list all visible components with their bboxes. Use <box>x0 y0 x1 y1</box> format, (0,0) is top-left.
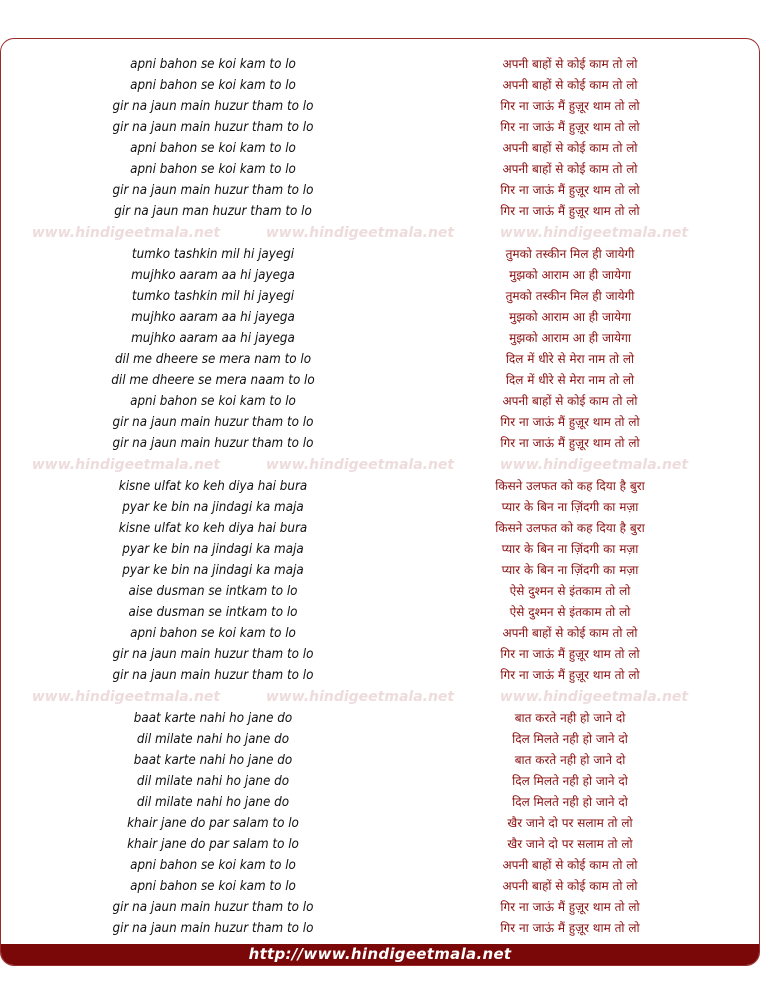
lyric-roman: kisne ulfat ko keh diya hai bura <box>118 479 308 494</box>
lyric-roman: mujhko aaram aa hi jayega <box>131 331 295 346</box>
lyric-roman: gir na jaun main huzur tham to lo <box>112 647 314 662</box>
lyric-line <box>1 771 759 792</box>
lyric-hindi: अपनी बाहों से कोई काम तो लो <box>502 141 638 155</box>
lyric-roman: apni bahon se koi kam to lo <box>130 162 296 177</box>
lyric-hindi: तुमको तस्कीन मिल ही जायेगी <box>505 289 635 303</box>
lyric-hindi: गिर ना जाऊं मैं हुज़ूर थाम तो लो <box>500 668 640 682</box>
lyric-roman: dil milate nahi ho jane do <box>136 774 290 789</box>
watermark-text: www.hindigeetmala.net <box>499 225 689 241</box>
lyric-line <box>1 159 759 180</box>
lyric-hindi: ऐसे दुश्मन से इंतकाम तो लो <box>509 584 631 598</box>
lyric-line <box>1 433 759 454</box>
lyric-roman: kisne ulfat ko keh diya hai bura <box>118 521 308 536</box>
lyric-hindi: मुझको आराम आ ही जायेगा <box>509 331 631 345</box>
lyric-line <box>1 349 759 370</box>
lyric-line <box>1 623 759 644</box>
lyric-line <box>1 75 759 96</box>
watermark-text: www.hindigeetmala.net <box>31 225 221 241</box>
lyric-roman: tumko tashkin mil hi jayegi <box>131 247 295 262</box>
lyric-hindi: किसने उलफत को कह दिया है बुरा <box>495 479 645 493</box>
lyric-roman: apni bahon se koi kam to lo <box>130 879 296 894</box>
lyric-line <box>1 54 759 75</box>
lyric-roman: pyar ke bin na jindagi ka maja <box>122 500 304 515</box>
lyric-line <box>1 265 759 286</box>
lyric-line <box>1 729 759 750</box>
lyric-hindi: गिर ना जाऊं मैं हुज़ूर थाम तो लो <box>500 900 640 914</box>
footer-bar <box>1 944 759 965</box>
lyric-hindi: अपनी बाहों से कोई काम तो लो <box>502 162 638 176</box>
lyric-line <box>1 328 759 349</box>
lyric-roman: mujhko aaram aa hi jayega <box>131 310 295 325</box>
lyric-line <box>1 370 759 391</box>
lyric-hindi: गिर ना जाऊं मैं हुज़ूर थाम तो लो <box>500 204 640 218</box>
lyric-hindi: गिर ना जाऊं मैं हुज़ूर थाम तो लो <box>500 647 640 661</box>
lyric-hindi: प्यार के बिन ना ज़िंदगी का मज़ा <box>501 500 639 514</box>
lyric-line <box>1 391 759 412</box>
lyric-line <box>1 307 759 328</box>
lyric-roman: tumko tashkin mil hi jayegi <box>131 289 295 304</box>
watermark-text: www.hindigeetmala.net <box>499 689 689 705</box>
lyric-roman: pyar ke bin na jindagi ka maja <box>122 542 304 557</box>
lyric-hindi: ऐसे दुश्मन से इंतकाम तो लो <box>509 605 631 619</box>
lyric-line <box>1 855 759 876</box>
watermark-text: www.hindigeetmala.net <box>265 225 455 241</box>
lyric-roman: gir na jaun main huzur tham to lo <box>112 436 314 451</box>
lyric-hindi: मुझको आराम आ ही जायेगा <box>509 268 631 282</box>
lyric-hindi: तुमको तस्कीन मिल ही जायेगी <box>505 247 635 261</box>
lyric-hindi: बात करते नही हो जाने दो <box>514 753 626 767</box>
lyric-hindi: खैर जाने दो पर सलाम तो लो <box>507 816 633 830</box>
lyric-line <box>1 286 759 307</box>
lyric-roman: gir na jaun main huzur tham to lo <box>112 99 314 114</box>
lyric-roman: gir na jaun main huzur tham to lo <box>112 668 314 683</box>
lyric-line <box>1 476 759 497</box>
lyric-hindi: दिल मिलते नही हो जाने दो <box>512 732 628 746</box>
lyric-line <box>1 180 759 201</box>
lyric-line <box>1 138 759 159</box>
footer-url[interactable]: http://www.hindigeetmala.net <box>248 945 512 963</box>
lyric-line <box>1 497 759 518</box>
lyric-line <box>1 560 759 581</box>
lyric-roman: dil milate nahi ho jane do <box>136 795 290 810</box>
lyric-hindi: अपनी बाहों से कोई काम तो लो <box>502 57 638 71</box>
lyric-roman: gir na jaun man huzur tham to lo <box>114 204 312 219</box>
lyric-roman: aise dusman se intkam to lo <box>128 605 298 620</box>
lyric-roman: pyar ke bin na jindagi ka maja <box>122 563 304 578</box>
lyric-hindi: अपनी बाहों से कोई काम तो लो <box>502 394 638 408</box>
lyric-hindi: दिल मिलते नही हो जाने दो <box>512 795 628 809</box>
lyric-hindi: अपनी बाहों से कोई काम तो लो <box>502 858 638 872</box>
lyric-hindi: मुझको आराम आ ही जायेगा <box>509 310 631 324</box>
lyric-roman: gir na jaun main huzur tham to lo <box>112 183 314 198</box>
lyric-roman: gir na jaun main huzur tham to lo <box>112 921 314 936</box>
watermark-text: www.hindigeetmala.net <box>265 689 455 705</box>
lyric-line <box>1 96 759 117</box>
lyric-roman: khair jane do par salam to lo <box>127 816 299 831</box>
lyric-roman: aise dusman se intkam to lo <box>128 584 298 599</box>
lyric-line <box>1 897 759 918</box>
lyric-line <box>1 792 759 813</box>
lyric-roman: apni bahon se koi kam to lo <box>130 78 296 93</box>
lyric-roman: baat karte nahi ho jane do <box>133 753 293 768</box>
watermark-row <box>1 687 759 707</box>
lyric-hindi: गिर ना जाऊं मैं हुज़ूर थाम तो लो <box>500 183 640 197</box>
watermark-row <box>1 455 759 475</box>
lyric-line <box>1 244 759 265</box>
lyric-line <box>1 813 759 834</box>
lyric-line <box>1 518 759 539</box>
lyric-hindi: गिर ना जाऊं मैं हुज़ूर थाम तो लो <box>500 921 640 935</box>
lyric-hindi: बात करते नही हो जाने दो <box>514 711 626 725</box>
lyric-line <box>1 750 759 771</box>
lyric-roman: dil milate nahi ho jane do <box>136 732 290 747</box>
lyric-roman: apni bahon se koi kam to lo <box>130 57 296 72</box>
lyric-line <box>1 581 759 602</box>
lyrics-panel <box>0 38 760 966</box>
lyric-line <box>1 117 759 138</box>
lyric-hindi: दिल मिलते नही हो जाने दो <box>512 774 628 788</box>
watermark-text: www.hindigeetmala.net <box>31 689 221 705</box>
watermark-text: www.hindigeetmala.net <box>265 457 455 473</box>
lyric-roman: apni bahon se koi kam to lo <box>130 626 296 641</box>
lyric-line <box>1 665 759 686</box>
watermark-text: www.hindigeetmala.net <box>499 457 689 473</box>
lyric-line <box>1 876 759 897</box>
lyric-hindi: गिर ना जाऊं मैं हुज़ूर थाम तो लो <box>500 415 640 429</box>
lyric-hindi: खैर जाने दो पर सलाम तो लो <box>507 837 633 851</box>
lyric-hindi: प्यार के बिन ना ज़िंदगी का मज़ा <box>501 563 639 577</box>
lyric-hindi: किसने उलफत को कह दिया है बुरा <box>495 521 645 535</box>
lyric-hindi: दिल में धीरे से मेरा नाम तो लो <box>505 352 635 366</box>
lyric-roman: dil me dheere se mera naam to lo <box>111 373 315 388</box>
lyric-roman: apni bahon se koi kam to lo <box>130 394 296 409</box>
lyric-roman: gir na jaun main huzur tham to lo <box>112 415 314 430</box>
lyric-line <box>1 644 759 665</box>
lyric-line <box>1 834 759 855</box>
lyric-hindi: अपनी बाहों से कोई काम तो लो <box>502 626 638 640</box>
lyric-line <box>1 918 759 939</box>
lyric-roman: dil me dheere se mera nam to lo <box>114 352 312 367</box>
lyric-hindi: प्यार के बिन ना ज़िंदगी का मज़ा <box>501 542 639 556</box>
lyric-hindi: गिर ना जाऊं मैं हुज़ूर थाम तो लो <box>500 436 640 450</box>
lyric-roman: mujhko aaram aa hi jayega <box>131 268 295 283</box>
lyric-hindi: अपनी बाहों से कोई काम तो लो <box>502 879 638 893</box>
lyric-line <box>1 412 759 433</box>
lyric-hindi: अपनी बाहों से कोई काम तो लो <box>502 78 638 92</box>
watermark-row <box>1 223 759 243</box>
lyric-line <box>1 602 759 623</box>
watermark-text: www.hindigeetmala.net <box>31 457 221 473</box>
lyric-line <box>1 539 759 560</box>
lyric-hindi: गिर ना जाऊं मैं हुज़ूर थाम तो लो <box>500 120 640 134</box>
lyric-roman: gir na jaun main huzur tham to lo <box>112 900 314 915</box>
lyric-roman: gir na jaun main huzur tham to lo <box>112 120 314 135</box>
lyric-roman: apni bahon se koi kam to lo <box>130 141 296 156</box>
lyric-hindi: दिल में धीरे से मेरा नाम तो लो <box>505 373 635 387</box>
lyric-line <box>1 708 759 729</box>
lyric-roman: khair jane do par salam to lo <box>127 837 299 852</box>
lyric-hindi: गिर ना जाऊं मैं हुज़ूर थाम तो लो <box>500 99 640 113</box>
lyric-line <box>1 201 759 222</box>
lyric-roman: baat karte nahi ho jane do <box>133 711 293 726</box>
lyric-roman: apni bahon se koi kam to lo <box>130 858 296 873</box>
